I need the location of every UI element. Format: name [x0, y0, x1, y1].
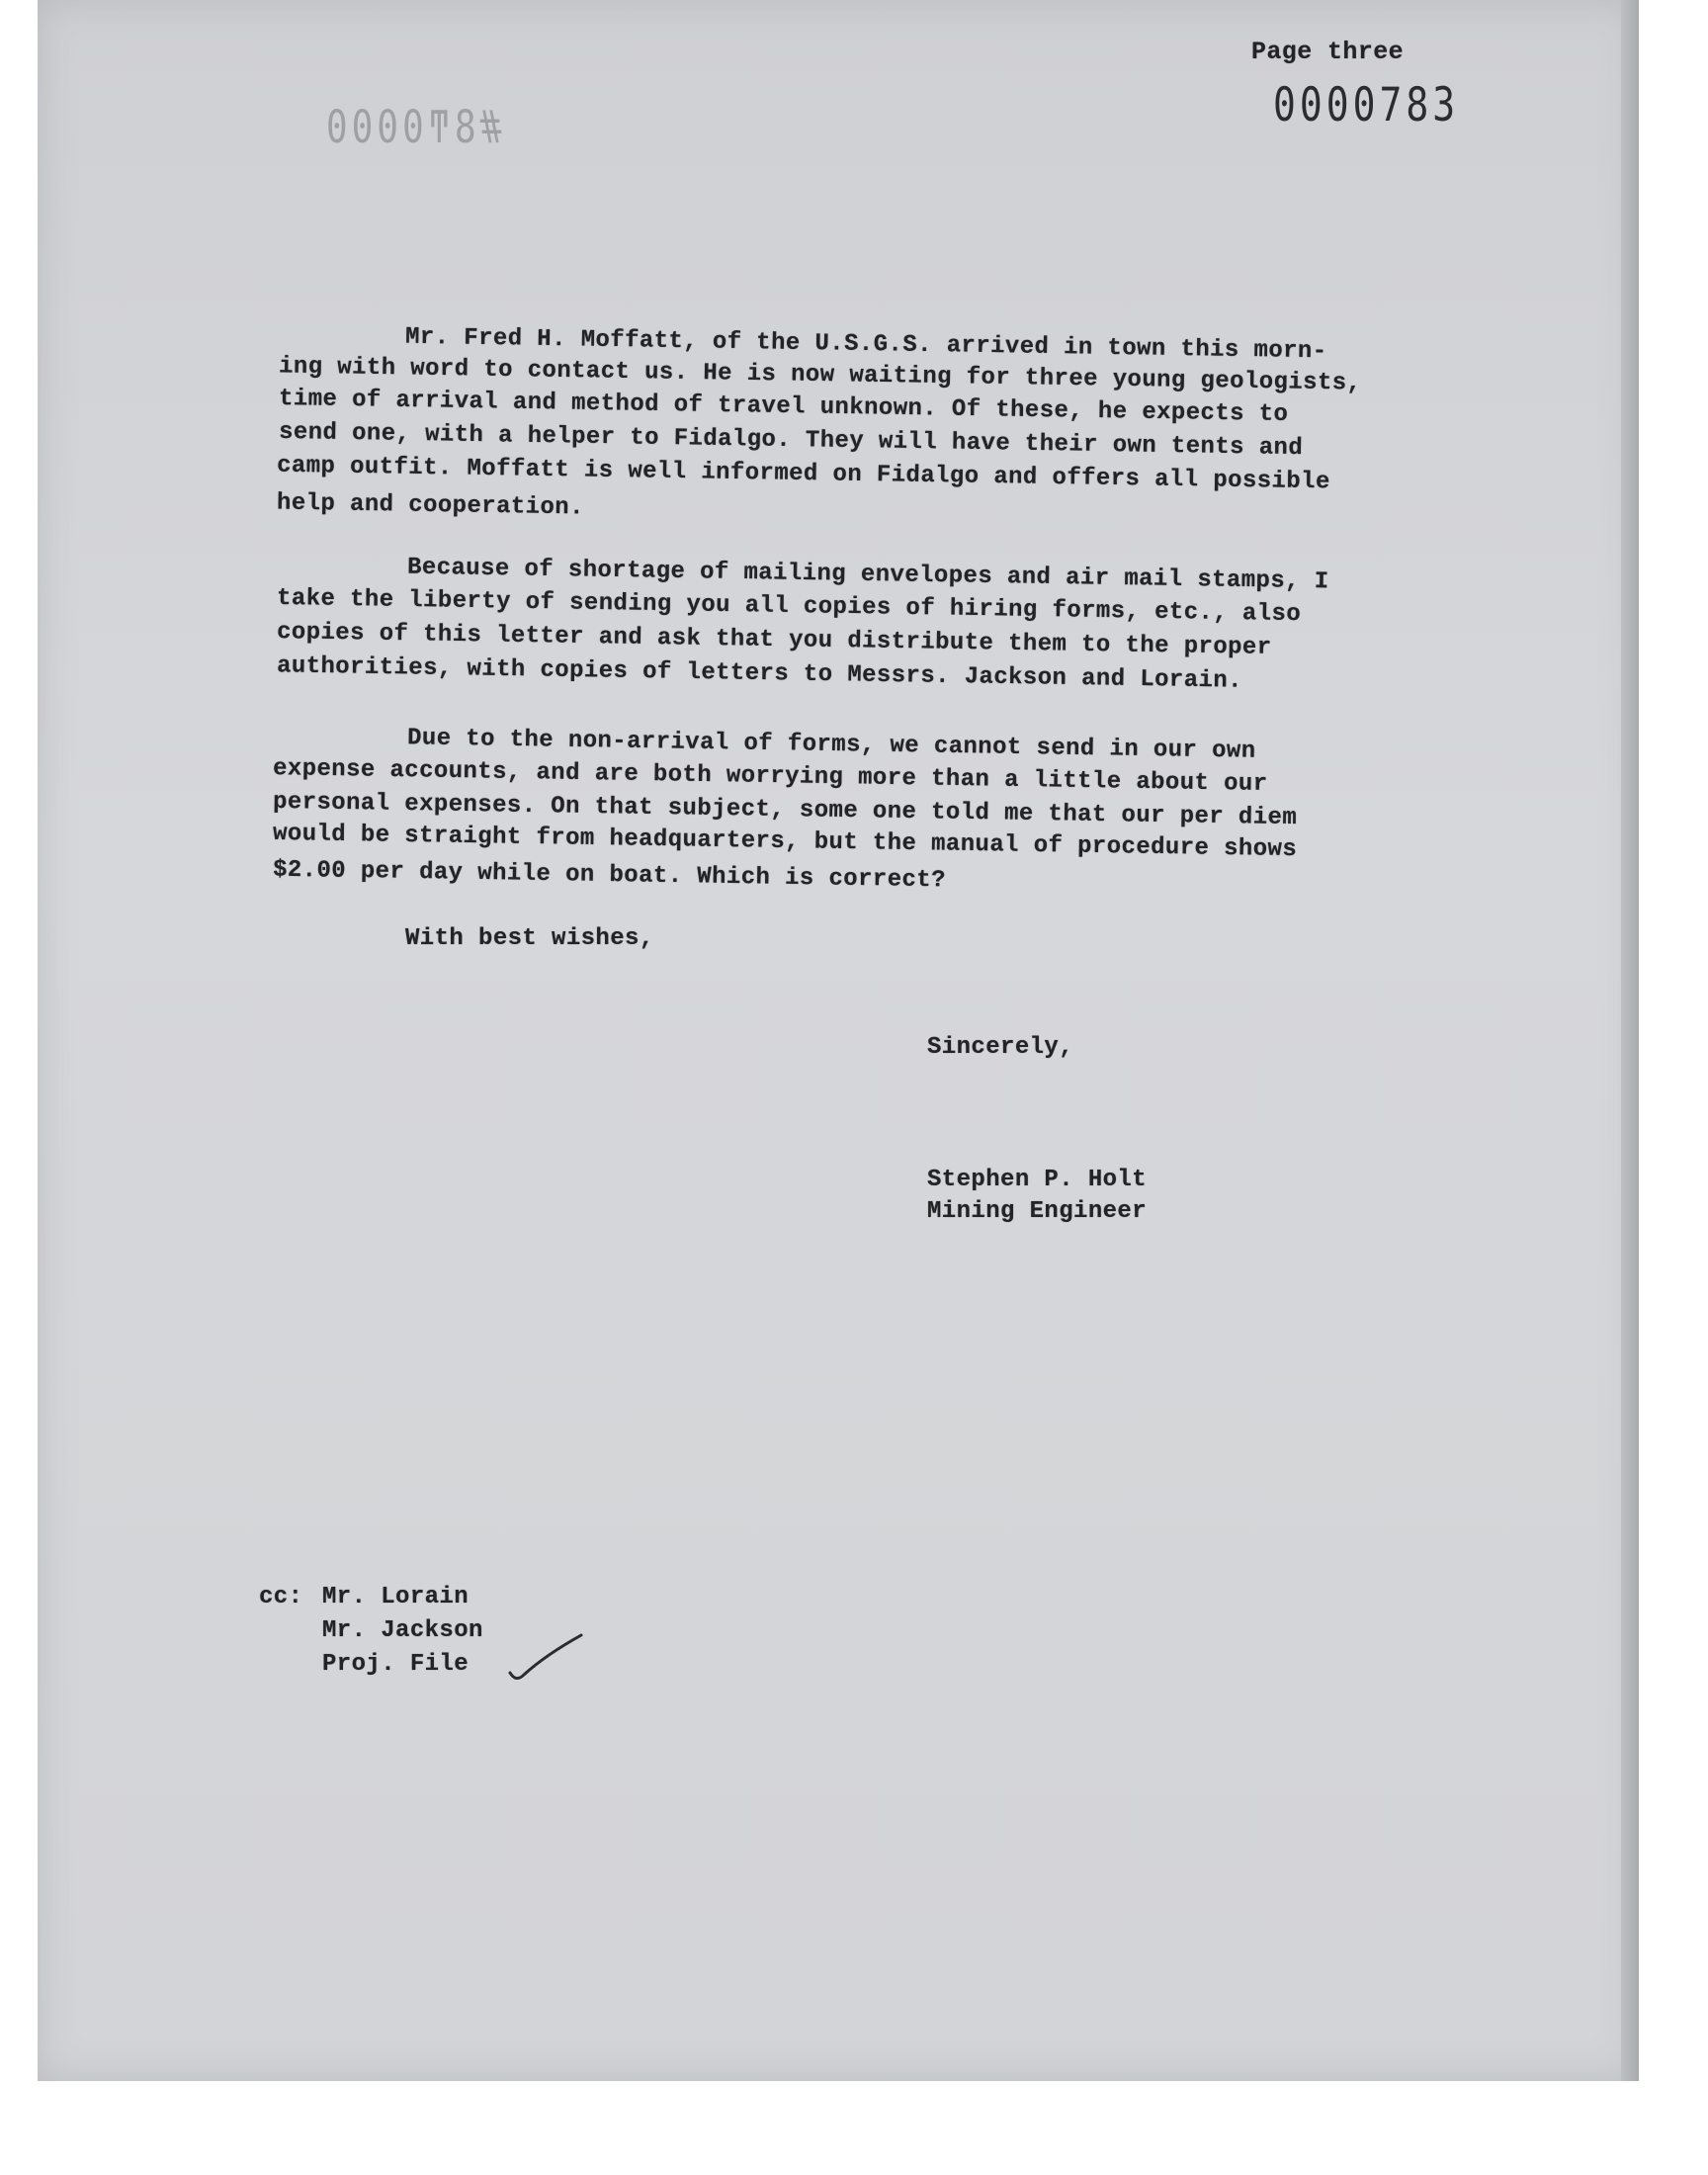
paragraph-line: camp outfit. Moffatt is well informed on Fidalgo and offers all possible: [276, 452, 1330, 496]
cc-recipient: Proj. File: [322, 1651, 470, 1678]
paragraph-line: would be straight from headquarters, but the manual of procedure shows: [272, 820, 1298, 864]
signer-title: Mining Engineer: [927, 1198, 1148, 1225]
cc-recipient: Mr. Lorain: [322, 1584, 470, 1610]
paragraph-line: Mr. Fred H. Moffatt, of the U.S.G.S. arrived in town this morn-: [404, 323, 1327, 366]
paragraph-line: Due to the non-arrival of forms, we cannot send in our own: [406, 725, 1256, 765]
paragraph-line: authorities, with copies of letters to Messrs. Jackson and Lorain.: [276, 652, 1243, 695]
paragraph-line: copies of this letter and ask that you distribute them to the proper: [276, 619, 1272, 661]
signature-closing: Sincerely,: [927, 1034, 1074, 1061]
cc-label: cc:: [259, 1584, 303, 1610]
paragraph-line: expense accounts, and are both worrying more than a little about our: [272, 755, 1268, 798]
page-edge-shadow: [1621, 0, 1639, 2081]
bleed-through-stamp: #8ͳ0000: [322, 103, 502, 154]
handwritten-checkmark: [506, 1629, 585, 1689]
paragraph-line: send one, with a helper to Fidalgo. They will have their own tents and: [278, 418, 1304, 463]
document-number-stamp: 0000783: [1273, 77, 1460, 131]
page-number-label: Page three: [1251, 38, 1405, 66]
paragraph-line: time of arrival and method of travel unknown. Of these, he expects to: [278, 385, 1289, 429]
paragraph-line: personal expenses. On that subject, some one told me that our per diem: [272, 788, 1298, 832]
document-page: [38, 0, 1639, 2081]
cc-recipient: Mr. Jackson: [322, 1617, 483, 1644]
closing-wishes: With best wishes,: [405, 925, 654, 952]
signer-name: Stephen P. Holt: [927, 1167, 1148, 1193]
paragraph-line: $2.00 per day while on boat. Which is correct?: [272, 856, 947, 895]
paragraph-line: Because of shortage of mailing envelopes and air mail stamps, I: [406, 554, 1329, 596]
paragraph-line: ing with word to contact us. He is now waiting for three young geologists,: [278, 353, 1362, 397]
paragraph-line: take the liberty of sending you all copies of hiring forms, etc., also: [276, 584, 1302, 629]
paragraph-line: help and cooperation.: [276, 489, 585, 522]
